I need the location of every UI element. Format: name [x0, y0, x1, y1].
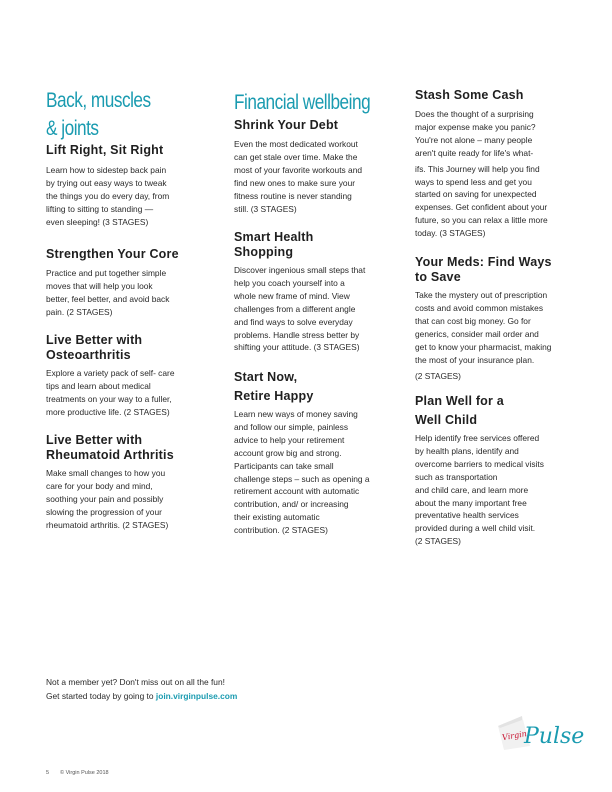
- item-title-stash-cash: Stash Some Cash: [415, 88, 524, 102]
- item-body-rheumatoid: [46, 467, 168, 532]
- body-line: help you coach yourself into a: [234, 277, 345, 288]
- body-line: aren't quite ready for life's what-: [415, 147, 534, 158]
- body-line: slowing the progression of your: [46, 506, 162, 517]
- body-line: by trying out easy ways to tweak: [46, 177, 167, 188]
- item-title-plan-well-2: Well Child: [415, 413, 478, 427]
- body-line: Participants can take small: [234, 460, 334, 471]
- body-line: Learn how to sidestep back pain: [46, 165, 167, 175]
- item-body-start-now: [234, 408, 370, 537]
- join-link[interactable]: join.virginpulse.com: [155, 691, 238, 701]
- body-line: Take the mystery out of prescription: [415, 290, 548, 300]
- body-line: fitness routine is never standing: [234, 190, 352, 201]
- body-line: account grow big and strong.: [234, 447, 342, 458]
- body-line: problems. Handle stress better by: [234, 329, 360, 340]
- body-line: and child care, and learn more: [415, 484, 529, 495]
- body-line: started on saving for unexpected: [415, 189, 537, 200]
- item-title-smart-health-2: Shopping: [234, 245, 294, 259]
- item-title-strengthen-core: Strengthen Your Core: [46, 247, 179, 261]
- item-title-plan-well-1: Plan Well for a: [415, 394, 504, 408]
- copyright: © Virgin Pulse 2018: [60, 770, 109, 776]
- section-title-financial: Financial wellbeing: [234, 91, 371, 114]
- body-line: by health plans, identify and: [415, 445, 519, 456]
- body-line: most of your favorite workouts and: [234, 164, 363, 175]
- body-line: get to know your pharmacist, making: [415, 341, 552, 352]
- body-line: treatments on your way to a fuller,: [46, 393, 172, 404]
- item-title-osteoarthritis-2: Osteoarthritis: [46, 348, 131, 362]
- membership-line-2: [46, 689, 237, 703]
- body-line: Make small changes to how you: [46, 468, 166, 478]
- body-line: (2 STAGES): [415, 536, 461, 547]
- body-line: challenge steps – such as opening a: [234, 473, 370, 484]
- body-line: Practice and put together simple: [46, 268, 167, 278]
- body-line: (2 STAGES): [415, 371, 461, 382]
- virgin-pulse-logo-icon: [496, 712, 585, 754]
- body-line: Explore a variety pack of self- care: [46, 368, 175, 378]
- body-line: whole new frame of mind. View: [234, 290, 350, 301]
- item-body-shrink-debt: [234, 138, 362, 215]
- body-line: can get stale over time. Make the: [234, 151, 358, 162]
- body-line: expenses. Get confident about your: [415, 202, 548, 213]
- body-line: challenges from a different angle: [234, 303, 356, 314]
- body-line: major expense make you panic?: [415, 121, 536, 132]
- item-body-plan-well: [415, 432, 544, 548]
- item-title-rheumatoid-1: Live Better with: [46, 433, 143, 447]
- body-line: find new ones to make sure your: [234, 177, 356, 188]
- logo-word-text: Pulse: [524, 724, 585, 749]
- item-title-osteoarthritis-1: Live Better with: [46, 333, 143, 347]
- item-title-start-now-2: Retire Happy: [234, 389, 314, 403]
- membership-line-1: Not a member yet? Don't miss out on all the fun!: [46, 677, 225, 687]
- body-line: preventative health services: [415, 510, 519, 521]
- body-line: still. (3 STAGES): [234, 203, 297, 214]
- item-title-your-meds-1: Your Meds: Find Ways: [415, 255, 552, 269]
- body-line: and find ways to solve everyday: [234, 316, 353, 327]
- body-line: the things you do every day, from: [46, 190, 170, 201]
- body-line: such as transportation: [415, 471, 498, 482]
- body-line: Discover ingenious small steps that: [234, 265, 366, 275]
- body-line: rheumatoid arthritis. (2 STAGES): [46, 519, 169, 530]
- body-line: contribution, and/ or increasing: [234, 499, 349, 510]
- body-line: today. (3 STAGES): [415, 228, 486, 239]
- body-line: shifting your attitude. (3 STAGES): [234, 342, 360, 353]
- body-line: ways to spend less and get you: [415, 176, 532, 187]
- body-line: care for your body and mind,: [46, 480, 153, 491]
- item-body-smart-health: [234, 264, 365, 354]
- body-line: Does the thought of a surprising: [415, 109, 534, 119]
- body-line: even sleeping! (3 STAGES): [46, 216, 149, 227]
- item-body-osteoarthritis: [46, 367, 174, 419]
- body-line: that can cost big money. Go for: [415, 315, 531, 326]
- item-title-rheumatoid-2: Rheumatoid Arthritis: [46, 448, 174, 462]
- membership-note: [46, 675, 237, 703]
- item-title-shrink-debt: Shrink Your Debt: [234, 118, 339, 132]
- body-line: pain. (2 STAGES): [46, 306, 113, 317]
- body-line: retirement account with automatic: [234, 486, 360, 497]
- body-line: Even the most dedicated workout: [234, 139, 358, 149]
- section-title-back-muscles: Back, muscles: [46, 89, 151, 112]
- body-line: Help identify free services offered: [415, 433, 540, 443]
- item-body-strengthen-core: [46, 267, 169, 319]
- item-title-smart-health-1: Smart Health: [234, 230, 314, 244]
- page-number: 5: [46, 770, 50, 776]
- item-body-stash-cash: [415, 108, 548, 240]
- item-title-your-meds-2: to Save: [415, 270, 461, 284]
- body-line: You're not alone – many people: [415, 134, 533, 145]
- body-line: the most of your insurance plan.: [415, 354, 535, 365]
- item-body-lift-right: [46, 164, 169, 229]
- body-line: their existing automatic: [234, 512, 320, 523]
- body-line: lifting to sitting to standing —: [46, 203, 154, 214]
- body-line: overcome barriers to medical visits: [415, 458, 544, 469]
- body-line: costs and avoid common mistakes: [415, 302, 544, 313]
- body-line: future, so you can relax a little more: [415, 215, 548, 226]
- section-title-joints: & joints: [46, 117, 99, 140]
- body-line: generics, consider mail order and: [415, 328, 539, 339]
- membership-line-2-prefix: Get started today by going to: [46, 691, 156, 701]
- item-title-lift-right: Lift Right, Sit Right: [46, 143, 164, 157]
- item-body-your-meds: [415, 289, 551, 383]
- body-line: Learn new ways of money saving: [234, 409, 358, 419]
- item-title-start-now-1: Start Now,: [234, 370, 298, 384]
- body-line: moves that will help you look: [46, 280, 153, 291]
- virgin-pulse-logo: [496, 712, 585, 754]
- body-line: contribution. (2 STAGES): [234, 525, 328, 536]
- body-line: about the many important free: [415, 497, 527, 508]
- body-line: ifs. This Journey will help you find: [415, 163, 540, 174]
- body-line: advice to help your retirement: [234, 434, 345, 445]
- body-line: soothing your pain and possibly: [46, 493, 164, 504]
- body-line: provided during a well child visit.: [415, 523, 536, 534]
- logo-script-text: Virgin: [501, 729, 528, 743]
- body-line: better, feel better, and avoid back: [46, 293, 170, 304]
- body-line: tips and learn about medical: [46, 380, 151, 391]
- body-line: and follow our simple, painless: [234, 421, 349, 432]
- body-line: more productive life. (2 STAGES): [46, 406, 170, 417]
